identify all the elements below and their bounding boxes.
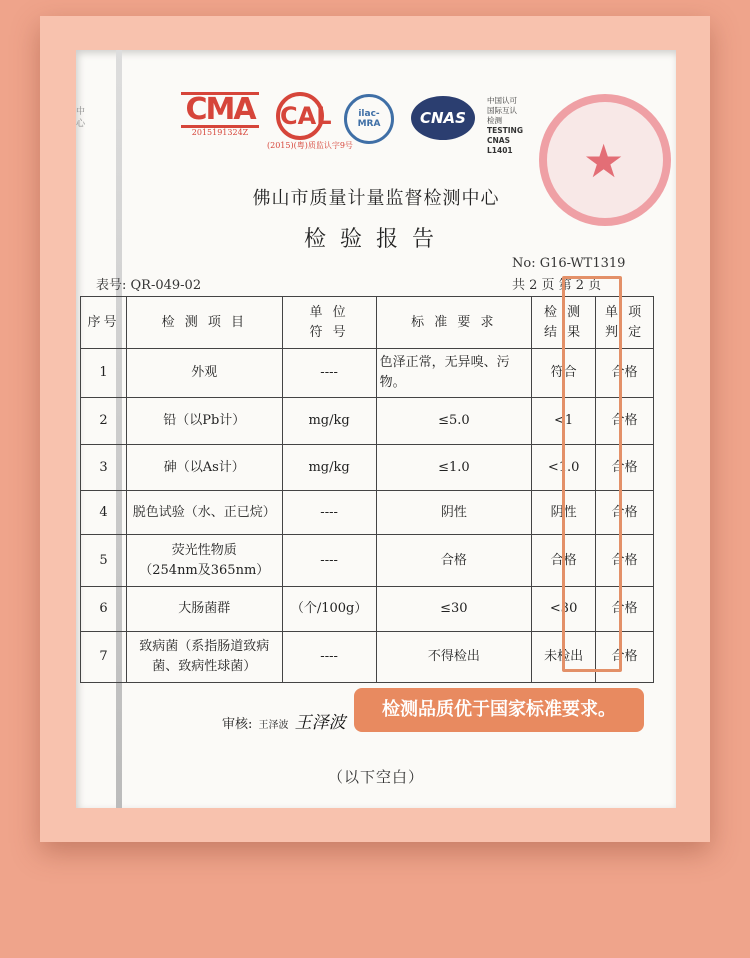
table-row: [81, 535, 654, 587]
table-cell: mg/kg: [282, 445, 376, 491]
table-cell: 符合: [532, 349, 596, 398]
header-cell: 单 位 符 号: [282, 297, 376, 349]
audit-label: 审核:: [222, 717, 253, 732]
cal-logo: [267, 92, 353, 151]
table-row: [81, 398, 654, 445]
table-cell: <30: [532, 587, 596, 632]
table-cell: 色泽正常，无异嗅、污物。: [376, 349, 532, 398]
header-cell: 单 项 判 定: [596, 297, 654, 349]
star-icon: ★: [583, 134, 625, 188]
organization-name: 佛山市质量计量监督检测中心: [252, 188, 500, 209]
cal-mark: CAL: [276, 92, 324, 140]
table-row: [81, 587, 654, 632]
table-cell: ----: [282, 535, 376, 587]
table-cell: 合格: [596, 632, 654, 683]
cnas-line: 检测: [487, 116, 502, 125]
table-cell: 合格: [596, 491, 654, 535]
table-cell: （个/100g）: [282, 587, 376, 632]
cnas-mark: CNAS: [411, 96, 475, 140]
auditor-name: 王泽波: [258, 720, 289, 731]
table-cell: 阴性: [532, 491, 596, 535]
header-cell: 序号: [81, 297, 127, 349]
ilac-mark: ilac-MRA: [344, 94, 394, 144]
cnas-line: CNAS L1401: [487, 136, 513, 155]
table-cell: <1.0: [532, 445, 596, 491]
cma-mark: CMA: [181, 92, 259, 128]
header-cell: 检 测 结 果: [532, 297, 596, 349]
table-cell: 合格: [596, 587, 654, 632]
table-cell: ≤5.0: [376, 398, 532, 445]
cnas-line: 国际互认: [487, 106, 517, 115]
report-title: 检验报告: [303, 227, 448, 252]
table-header-row: [81, 297, 654, 349]
table-cell: 阴性: [376, 491, 532, 535]
cnas-logo: [411, 96, 479, 140]
table-cell: mg/kg: [282, 398, 376, 445]
edge-text: 中心: [76, 107, 86, 129]
cma-code: 2015191324Z: [191, 128, 249, 137]
audit-line: [222, 708, 346, 733]
table-cell: 合格: [596, 535, 654, 587]
table-cell: 5: [81, 535, 127, 587]
page-count: 共 2 页 第 2 页: [512, 278, 602, 293]
table-cell: 7: [81, 632, 127, 683]
header-cell: 检 测 项 目: [126, 297, 282, 349]
table-row: [81, 349, 654, 398]
test-results-table: [80, 296, 654, 683]
table-cell: 4: [81, 491, 127, 535]
ilac-mra-logo: [341, 94, 397, 144]
table-cell: ----: [282, 349, 376, 398]
table-cell: <1: [532, 398, 596, 445]
cnas-line: 中国认可: [487, 96, 517, 105]
table-cell: 荧光性物质 （254nm及365nm）: [126, 535, 282, 587]
form-number: 表号: QR-049-02: [96, 278, 202, 293]
table-cell: 大肠菌群: [126, 587, 282, 632]
auditor-signature: 王泽波: [294, 713, 346, 733]
table-cell: ≤1.0: [376, 445, 532, 491]
table-cell: 6: [81, 587, 127, 632]
cma-logo: [181, 92, 259, 137]
table-cell: 3: [81, 445, 127, 491]
table-cell: 合格: [596, 398, 654, 445]
table-cell: 1: [81, 349, 127, 398]
table-row: [81, 445, 654, 491]
quality-banner: 检测品质优于国家标准要求。: [354, 688, 644, 732]
table-cell: 合格: [376, 535, 532, 587]
table-cell: 合格: [532, 535, 596, 587]
cnas-text: [487, 96, 523, 156]
cnas-line: TESTING: [487, 126, 523, 135]
header-cell: 标 准 要 求: [376, 297, 532, 349]
report-number: No: G16-WT1319: [512, 256, 626, 271]
cal-code: (2015)(粤)质监认字9号: [267, 141, 353, 150]
table-cell: 合格: [596, 349, 654, 398]
table-cell: 砷（以As计）: [126, 445, 282, 491]
table-cell: 脱色试验（水、正已烷）: [126, 491, 282, 535]
table-cell: 合格: [596, 445, 654, 491]
table-cell: 2: [81, 398, 127, 445]
blank-note: （以下空白）: [327, 768, 424, 786]
table-cell: 未检出: [532, 632, 596, 683]
table-cell: 致病菌（系指肠道致病菌、致病性球菌）: [126, 632, 282, 683]
table-cell: 铅（以Pb计）: [126, 398, 282, 445]
table-cell: ----: [282, 491, 376, 535]
table-cell: 不得检出: [376, 632, 532, 683]
table-row: [81, 632, 654, 683]
table-cell: ----: [282, 632, 376, 683]
table-cell: ≤30: [376, 587, 532, 632]
table-cell: 外观: [126, 349, 282, 398]
table-row: [81, 491, 654, 535]
